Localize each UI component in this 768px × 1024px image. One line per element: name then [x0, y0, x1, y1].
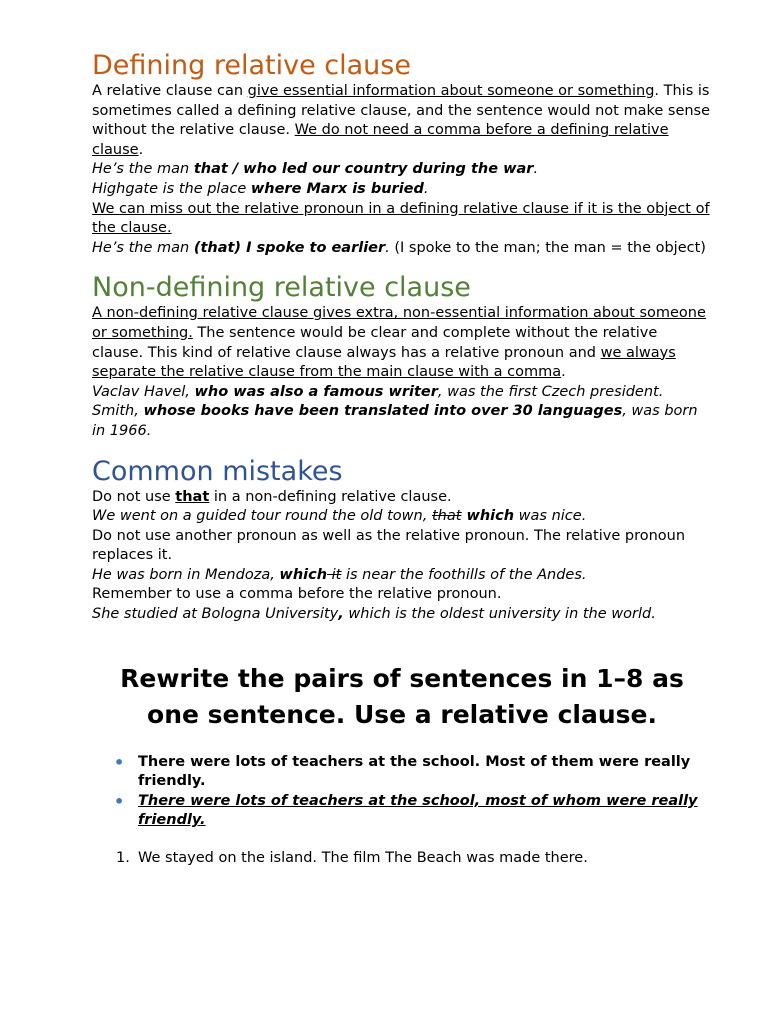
list-item — [114, 791, 712, 831]
defining-example-1 — [92, 160, 712, 180]
bold-text: that / who led our country during the war — [193, 161, 534, 178]
text-run: . — [385, 239, 390, 256]
example-list — [92, 753, 712, 831]
mistakes-rule-2: Do not use another pronoun as well as the relative pronoun. The relative pronoun replaces it. — [92, 527, 686, 564]
text-run: . — [533, 161, 539, 178]
text-run: He’s the man — [92, 239, 194, 256]
nondefining-example-2 — [92, 402, 712, 441]
text-run: is near the foothills of the Andes. — [341, 566, 587, 583]
nondefining-heading: Non-defining relative clause — [92, 272, 471, 304]
document-page — [92, 50, 712, 869]
example-answer: There were lots of teachers at the school, most of whom were really friendly. — [138, 792, 698, 829]
text-run: . — [561, 364, 566, 381]
bullet-icon: • — [114, 791, 125, 811]
mistakes-rule-1 — [92, 488, 712, 508]
bold-text: (that) I spoke to earlier — [193, 239, 386, 256]
text-run: which is the oldest university in the world. — [343, 606, 656, 623]
text-run: , was born in 1966. — [92, 403, 698, 439]
question-number: 1. — [116, 850, 130, 867]
bold-text: which — [279, 566, 328, 583]
strikethrough-text: that — [431, 508, 462, 525]
mistakes-example-1 — [92, 507, 712, 527]
defining-rule-omit-pronoun: We can miss out the relative pronoun in a defining relative clause if it is the object of the clause. — [92, 200, 710, 237]
text-run: We went on a guided tour round the old town, — [92, 508, 432, 525]
question-list — [92, 849, 712, 869]
bold-text: whose books have been translated into over 30 languages — [143, 403, 623, 420]
text-run: . This is sometimes called a defining relative clause, and the sentence would not make sense without the relative clause. — [92, 83, 711, 139]
underlined-text: we always separate the relative clause from the main clause with a comma — [92, 344, 676, 381]
list-item — [116, 849, 712, 869]
strikethrough-text: it — [327, 566, 342, 583]
underlined-text: give essential information about someone or something — [247, 83, 655, 99]
question-text: We stayed on the island. The film The Beach was made there. — [138, 850, 588, 867]
mistakes-example-3 — [92, 605, 712, 625]
text-run: was nice. — [514, 508, 587, 525]
defining-explanation — [92, 82, 712, 160]
nondefining-explanation — [92, 304, 712, 382]
text-run: The sentence would be clear and complete without the relative clause. This kind of relative clause always has a relative pronoun and — [92, 324, 658, 361]
nondefining-example-1 — [92, 383, 712, 403]
text-run: She studied at Bologna University — [92, 606, 339, 623]
text-run: Vaclav Havel, — [92, 383, 195, 400]
underlined-text: A non-defining relative clause gives extra, non-essential information about someone or something. — [92, 305, 706, 341]
defining-example-2 — [92, 180, 712, 200]
text-run: , was the first Czech president. — [437, 383, 664, 400]
text-run: in a non-defining relative clause. — [209, 488, 452, 505]
bold-text: , — [338, 606, 344, 623]
bold-text: where Marx is buried — [250, 180, 424, 197]
defining-example-3 — [92, 239, 712, 259]
example-question: There were lots of teachers at the school. Most of them were really friendly. — [138, 753, 691, 790]
text-run: Highgate is the place — [92, 180, 251, 197]
text-run: He’s the man — [92, 161, 194, 178]
bold-text: which — [461, 508, 515, 525]
text-run: . — [423, 180, 429, 197]
bold-underlined-text: that — [175, 488, 210, 505]
text-run: (I spoke to the man; the man = the object) — [389, 239, 706, 256]
mistakes-example-2 — [92, 566, 712, 586]
text-run: Do not use — [92, 488, 176, 505]
text-run: Smith, — [92, 403, 144, 420]
underlined-text: We do not need a comma before a defining relative clause — [92, 122, 669, 158]
bullet-icon: • — [114, 752, 125, 772]
bold-text: who was also a famous writer — [194, 383, 438, 400]
text-run: . — [138, 141, 144, 158]
task-heading: Rewrite the pairs of sentences in 1–8 as one sentence. Use a relative clause. — [120, 663, 684, 729]
text-run: A relative clause can — [92, 83, 248, 99]
mistakes-heading: Common mistakes — [92, 455, 343, 487]
defining-heading: Defining relative clause — [92, 50, 411, 81]
text-run: He was born in Mendoza, — [92, 566, 280, 583]
mistakes-rule-3: Remember to use a comma before the relative pronoun. — [92, 586, 502, 603]
list-item — [114, 752, 712, 792]
